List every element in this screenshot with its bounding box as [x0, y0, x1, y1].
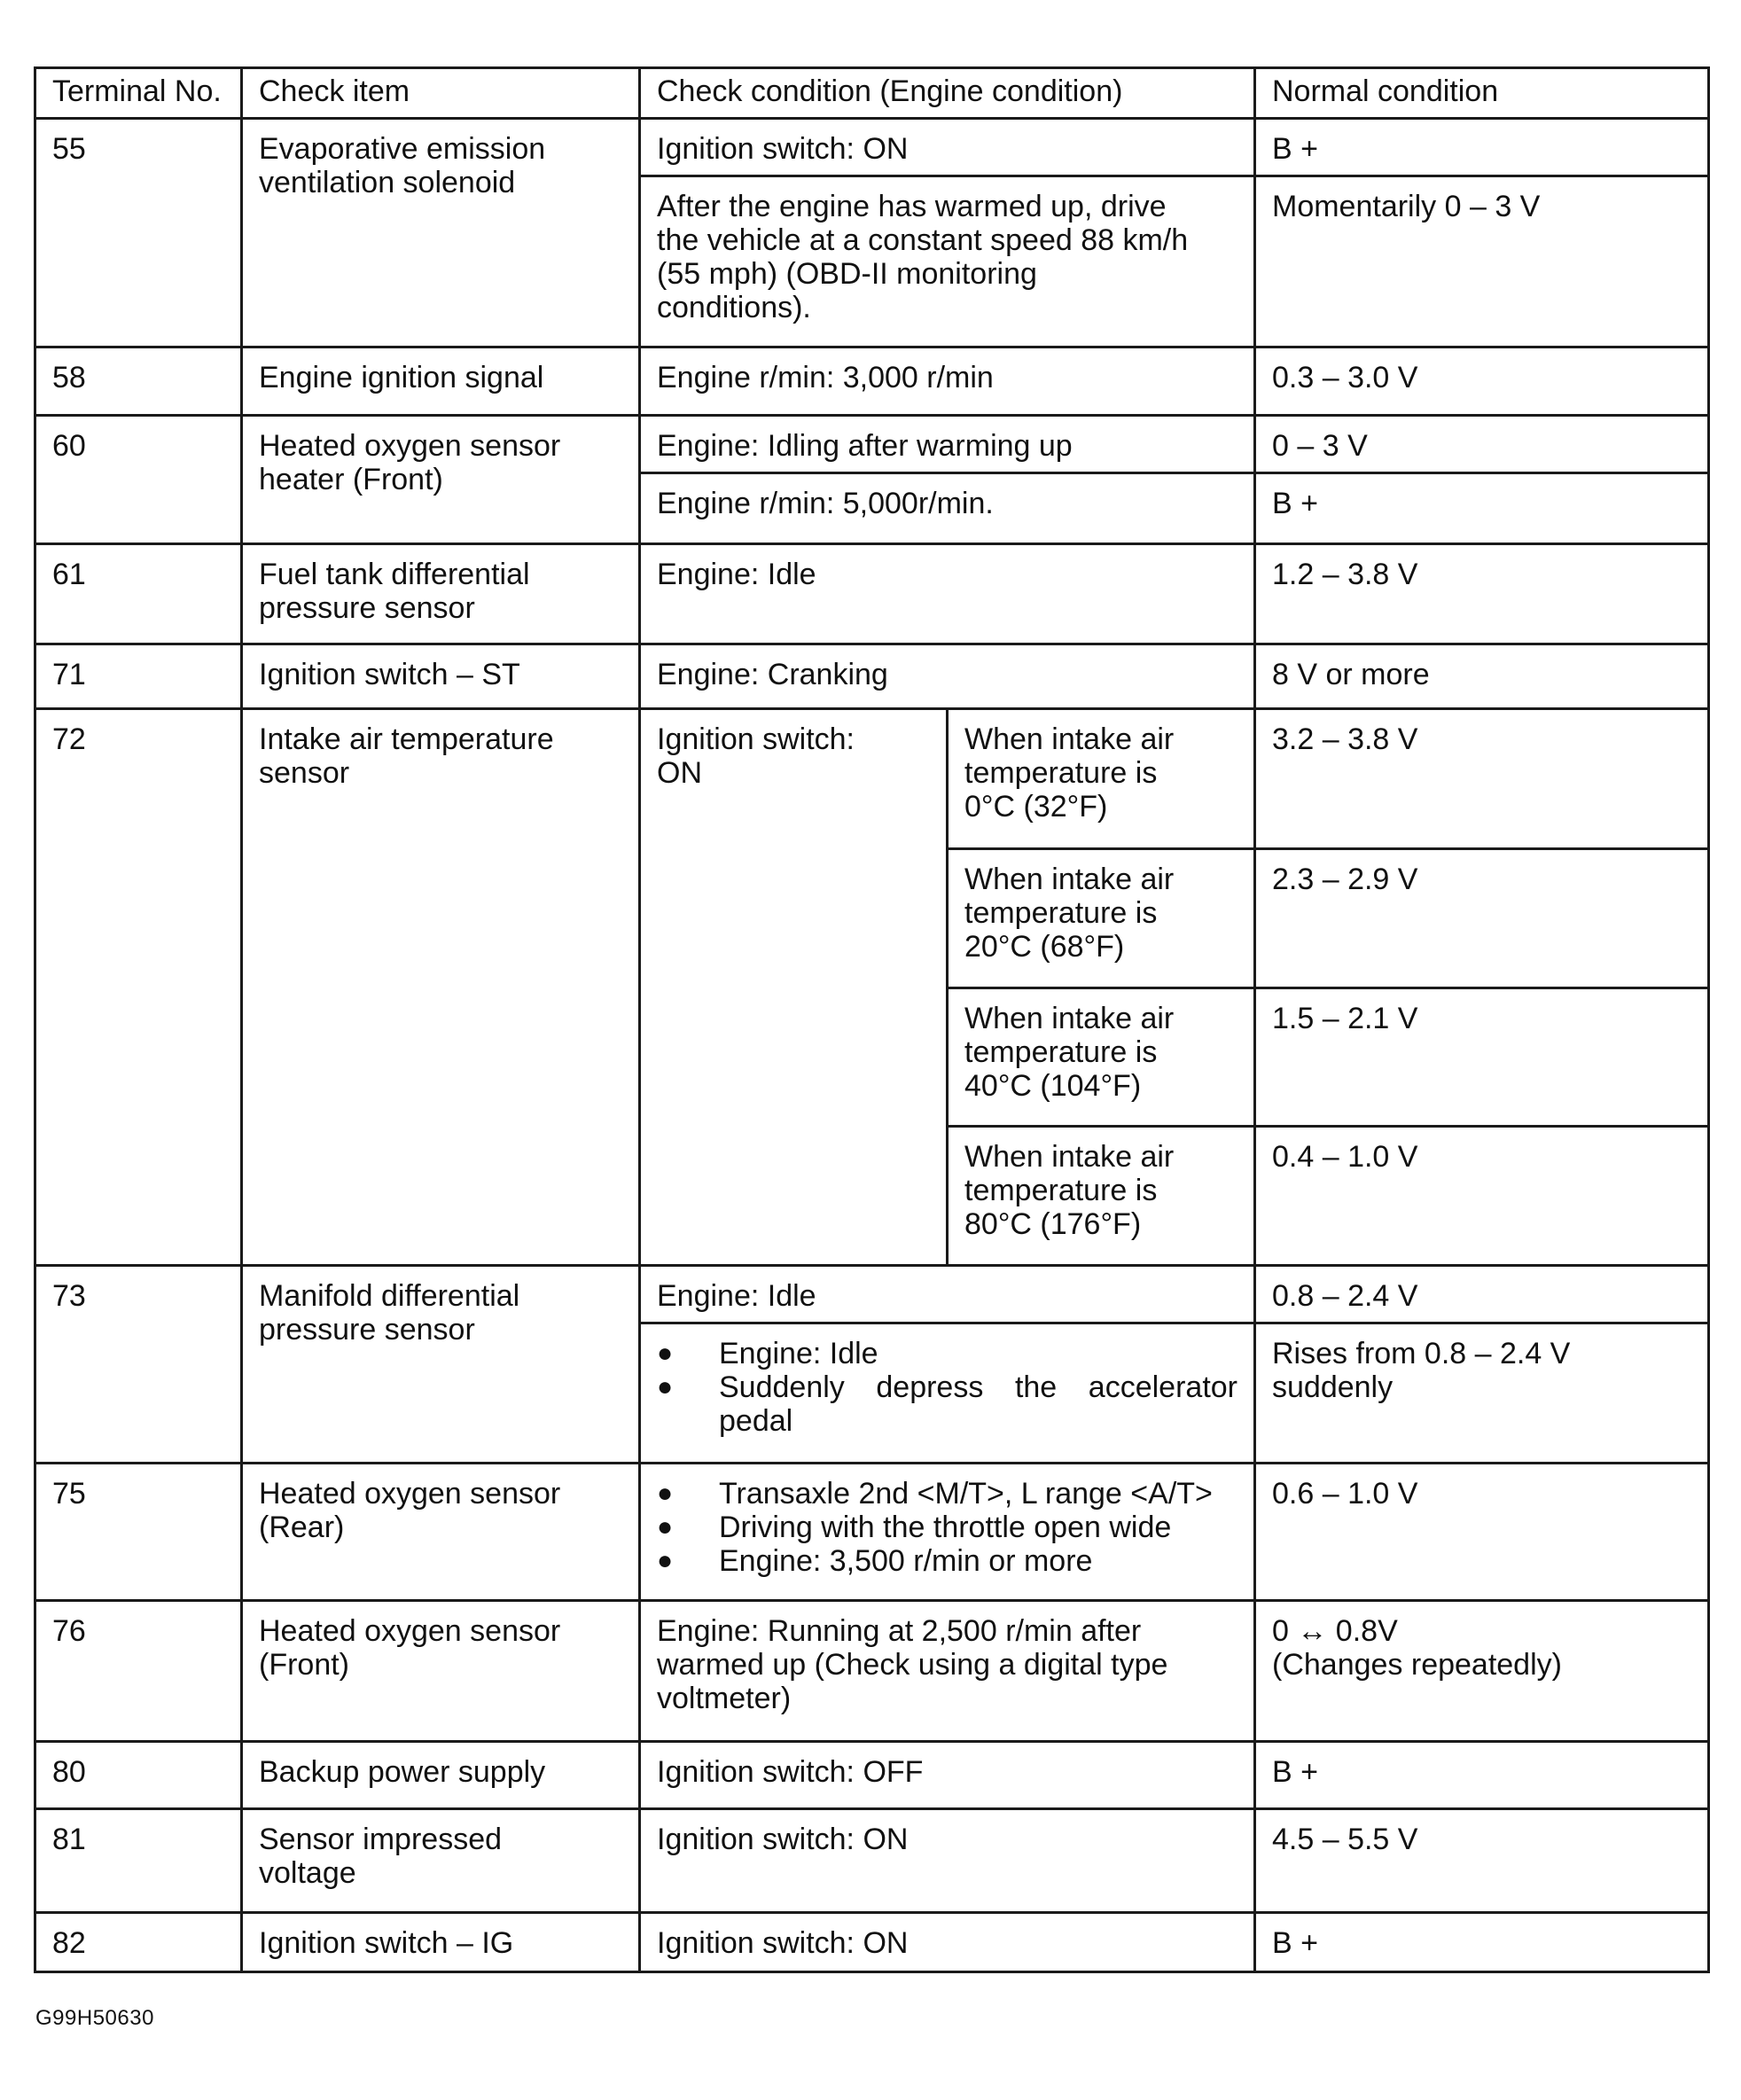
normal-condition: 3.2 – 3.8 V — [1255, 709, 1709, 849]
header-check-condition: Check condition (Engine condition) — [640, 68, 1255, 119]
check-condition: Engine r/min: 5,000r/min. — [640, 473, 1255, 544]
normal-condition: Rises from 0.8 – 2.4 V suddenly — [1255, 1323, 1709, 1464]
check-condition: Ignition switch: ON — [640, 119, 1255, 176]
normal-condition: Momentarily 0 – 3 V — [1255, 176, 1709, 347]
check-condition: Ignition switch: ON — [640, 1913, 1255, 1972]
table-row — [35, 119, 1709, 176]
header-normal-condition: Normal condition — [1255, 68, 1709, 119]
bullet-item: ● Driving with the throttle open wide — [657, 1511, 1237, 1544]
check-condition: Engine: Idle — [640, 1266, 1255, 1323]
check-item: Heated oxygen sensor heater (Front) — [242, 416, 640, 544]
normal-condition: B + — [1255, 1913, 1709, 1972]
normal-condition: 1.5 – 2.1 V — [1255, 988, 1709, 1127]
terminal-number: 60 — [35, 416, 242, 544]
table-row — [35, 544, 1709, 644]
terminal-number: 76 — [35, 1601, 242, 1742]
check-condition: Ignition switch: ON — [640, 1809, 1255, 1913]
table-row — [35, 1913, 1709, 1972]
bullet-item: ● Engine: Idle — [657, 1337, 1237, 1370]
terminal-check-table — [34, 66, 1710, 1973]
check-item: Manifold differential pressure sensor — [242, 1266, 640, 1464]
table-row — [35, 416, 1709, 473]
terminal-number: 80 — [35, 1742, 242, 1809]
header-terminal-no: Terminal No. — [35, 68, 242, 119]
terminal-number: 82 — [35, 1913, 242, 1972]
check-item: Evaporative emission ventilation solenoid — [242, 119, 640, 347]
terminal-number: 75 — [35, 1464, 242, 1601]
check-item: Ignition switch – IG — [242, 1913, 640, 1972]
sub-check-condition: When intake air temperature is 0°C (32°F) — [948, 709, 1255, 849]
bullet-list — [657, 1477, 1237, 1578]
normal-condition: 0.6 – 1.0 V — [1255, 1464, 1709, 1601]
terminal-number: 73 — [35, 1266, 242, 1464]
table-row — [35, 1742, 1709, 1809]
check-item: Heated oxygen sensor (Rear) — [242, 1464, 640, 1601]
check-condition: Engine: Idling after warming up — [640, 416, 1255, 473]
bullet-list — [657, 1337, 1237, 1438]
normal-condition: 0 – 3 V — [1255, 416, 1709, 473]
normal-condition: B + — [1255, 473, 1709, 544]
check-item: Fuel tank differential pressure sensor — [242, 544, 640, 644]
check-condition: Engine: Running at 2,500 r/min after warmed up (Check using a digital type voltmeter) — [640, 1601, 1255, 1742]
check-condition: Engine r/min: 3,000 r/min — [640, 347, 1255, 416]
normal-condition: B + — [1255, 1742, 1709, 1809]
check-item: Ignition switch – ST — [242, 644, 640, 709]
terminal-number: 81 — [35, 1809, 242, 1913]
table-header-row — [35, 68, 1709, 119]
normal-condition: 0.8 – 2.4 V — [1255, 1266, 1709, 1323]
table-row — [35, 1601, 1709, 1742]
normal-condition: 0.3 – 3.0 V — [1255, 347, 1709, 416]
normal-condition: 0 ↔ 0.8V (Changes repeatedly) — [1255, 1601, 1709, 1742]
bullet-item: ● Engine: 3,500 r/min or more — [657, 1544, 1237, 1578]
check-item: Intake air temperature sensor — [242, 709, 640, 1266]
check-item: Engine ignition signal — [242, 347, 640, 416]
terminal-number: 58 — [35, 347, 242, 416]
terminal-number: 55 — [35, 119, 242, 347]
figure-code: G99H50630 — [35, 2006, 154, 2030]
table-row — [35, 709, 1709, 849]
check-condition — [640, 1323, 1255, 1464]
table-row — [35, 1266, 1709, 1323]
check-condition: Ignition switch: OFF — [640, 1742, 1255, 1809]
sub-check-condition: When intake air temperature is 20°C (68°F) — [948, 849, 1255, 988]
sub-check-condition: When intake air temperature is 40°C (104°F) — [948, 988, 1255, 1127]
terminal-number: 71 — [35, 644, 242, 709]
normal-condition: 0.4 – 1.0 V — [1255, 1127, 1709, 1266]
check-item: Heated oxygen sensor (Front) — [242, 1601, 640, 1742]
check-condition: Engine: Cranking — [640, 644, 1255, 709]
check-item: Backup power supply — [242, 1742, 640, 1809]
check-condition: After the engine has warmed up, drive the vehicle at a constant speed 88 km/h (55 mph) (OBD-II monitoring conditions). — [640, 176, 1255, 347]
check-condition: Engine: Idle — [640, 544, 1255, 644]
normal-condition: 1.2 – 3.8 V — [1255, 544, 1709, 644]
header-check-item: Check item — [242, 68, 640, 119]
table-row — [35, 1464, 1709, 1601]
table-row — [35, 347, 1709, 416]
bullet-item: ● Transaxle 2nd <M/T>, L range <A/T> — [657, 1477, 1237, 1511]
sub-check-condition: When intake air temperature is 80°C (176°F) — [948, 1127, 1255, 1266]
normal-condition: 4.5 – 5.5 V — [1255, 1809, 1709, 1913]
terminal-number: 72 — [35, 709, 242, 1266]
table-row — [35, 1809, 1709, 1913]
terminal-number: 61 — [35, 544, 242, 644]
normal-condition: 2.3 – 2.9 V — [1255, 849, 1709, 988]
check-condition — [640, 1464, 1255, 1601]
table-row — [35, 644, 1709, 709]
normal-condition: B + — [1255, 119, 1709, 176]
check-item: Sensor impressed voltage — [242, 1809, 640, 1913]
normal-condition: 8 V or more — [1255, 644, 1709, 709]
bullet-item: ● Suddenly depress the accelerator pedal — [657, 1370, 1237, 1438]
check-condition: Ignition switch: ON — [640, 709, 948, 1266]
